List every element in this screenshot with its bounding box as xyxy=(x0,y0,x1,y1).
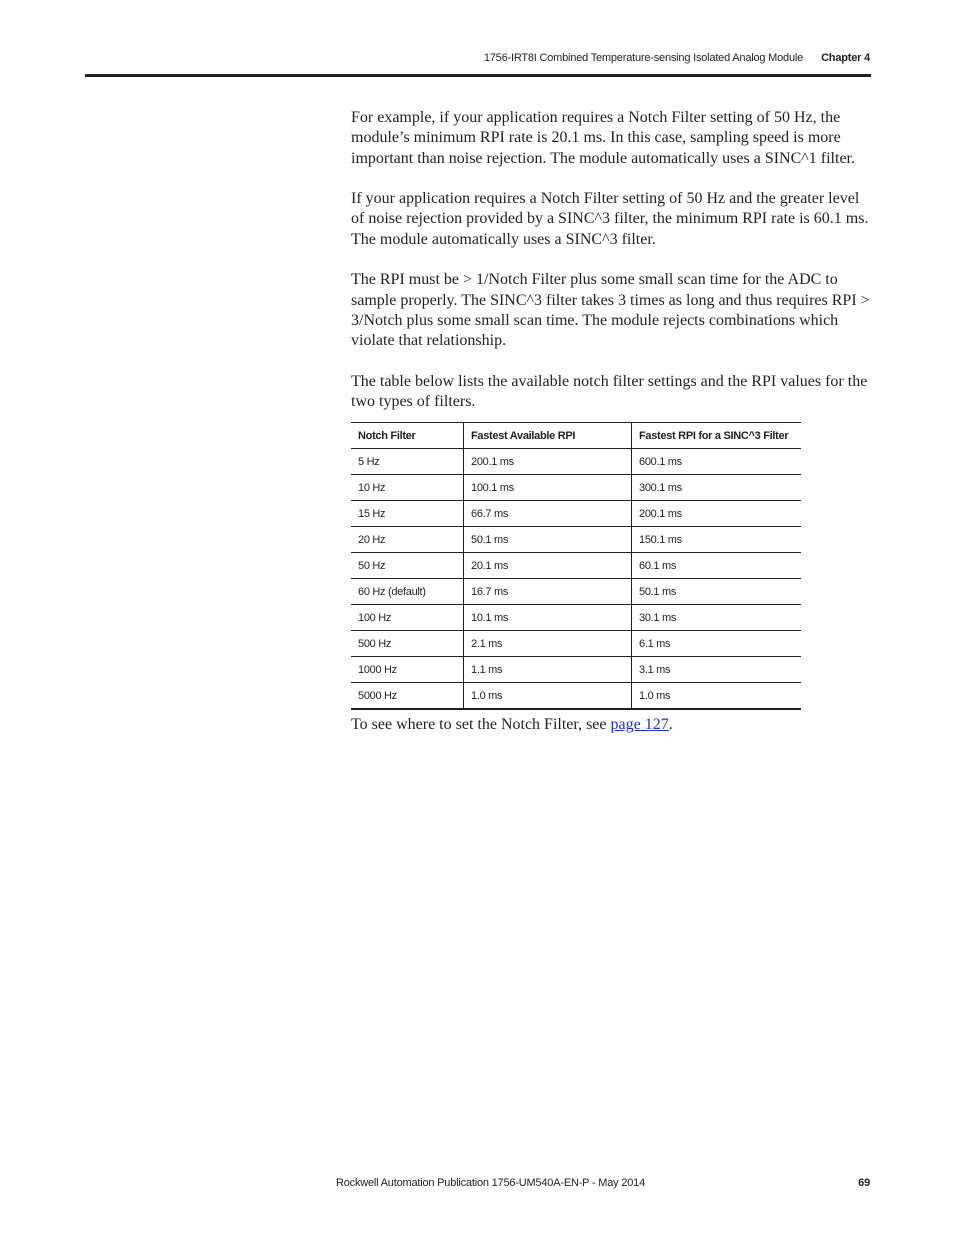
table-cell: 6.1 ms xyxy=(632,631,802,657)
table-cell: 100.1 ms xyxy=(464,475,632,501)
table-cell: 600.1 ms xyxy=(632,449,802,475)
table-row xyxy=(351,605,801,631)
table-row xyxy=(351,449,801,475)
table-cell: 200.1 ms xyxy=(632,501,802,527)
table-cell: 100 Hz xyxy=(351,605,464,631)
table-cell: 3.1 ms xyxy=(632,657,802,683)
table-cell: 5000 Hz xyxy=(351,683,464,710)
table-row xyxy=(351,683,801,710)
table-cell: 16.7 ms xyxy=(464,579,632,605)
table-cell: 5 Hz xyxy=(351,449,464,475)
table-cell: 66.7 ms xyxy=(464,501,632,527)
table-row xyxy=(351,553,801,579)
notch-filter-table xyxy=(351,422,801,710)
paragraph: The RPI must be > 1/Notch Filter plus some small scan time for the ADC to sample properly. The SINC^3 filter takes 3 times as long and thus requires RPI > 3/Notch plus some small scan time. The module rejects combinations which violate that relationship. xyxy=(351,271,870,350)
table-cell: 50.1 ms xyxy=(464,527,632,553)
column-header: Fastest Available RPI xyxy=(464,423,632,449)
closing-sentence xyxy=(351,716,673,734)
table-cell: 2.1 ms xyxy=(464,631,632,657)
table-cell: 50 Hz xyxy=(351,553,464,579)
table-cell: 50.1 ms xyxy=(632,579,802,605)
table-cell: 1000 Hz xyxy=(351,657,464,683)
table-cell: 300.1 ms xyxy=(632,475,802,501)
table-cell: 30.1 ms xyxy=(632,605,802,631)
paragraph: If your application requires a Notch Filter setting of 50 Hz and the greater level of noise rejection provided by a SINC^3 filter, the minimum RPI rate is 60.1 ms. The module automatically uses a SINC^3 filter. xyxy=(351,190,869,248)
table-cell: 1.1 ms xyxy=(464,657,632,683)
table-row xyxy=(351,475,801,501)
table-cell: 10 Hz xyxy=(351,475,464,501)
table-row xyxy=(351,501,801,527)
running-header xyxy=(484,52,870,64)
table-cell: 15 Hz xyxy=(351,501,464,527)
column-header: Notch Filter xyxy=(351,423,464,449)
chapter-label: Chapter 4 xyxy=(821,52,870,64)
page-127-link[interactable]: page 127 xyxy=(610,716,669,733)
body-text xyxy=(351,108,873,433)
header-title: 1756-IRT8I Combined Temperature-sensing Isolated Analog Module xyxy=(483,52,804,64)
table-row xyxy=(351,631,801,657)
table-row xyxy=(351,657,801,683)
table-cell: 200.1 ms xyxy=(464,449,632,475)
page-number: 69 xyxy=(858,1177,870,1189)
table-cell: 500 Hz xyxy=(351,631,464,657)
closing-suffix: . xyxy=(668,716,673,733)
table-cell: 60.1 ms xyxy=(632,553,802,579)
paragraph: For example, if your application requires a Notch Filter setting of 50 Hz, the module’s minimum RPI rate is 20.1 ms. In this case, sampling speed is more important than noise rejection. The module automatically uses a SINC^1 filter. xyxy=(351,109,855,167)
table-header-row xyxy=(351,423,801,449)
table-cell: 20 Hz xyxy=(351,527,464,553)
table-cell: 1.0 ms xyxy=(632,683,802,710)
table-row xyxy=(351,579,801,605)
table-cell: 1.0 ms xyxy=(464,683,632,710)
table-cell: 10.1 ms xyxy=(464,605,632,631)
column-header: Fastest RPI for a SINC^3 Filter xyxy=(632,423,802,449)
closing-prefix: To see where to set the Notch Filter, see xyxy=(351,716,611,733)
header-rule xyxy=(85,74,871,77)
paragraph: The table below lists the available notch filter settings and the RPI values for the two types of filters. xyxy=(351,372,868,411)
table-cell: 20.1 ms xyxy=(464,553,632,579)
table-row xyxy=(351,527,801,553)
table-cell: 60 Hz (default) xyxy=(351,579,464,605)
table-cell: 150.1 ms xyxy=(632,527,802,553)
publication-info: Rockwell Automation Publication 1756-UM540A-EN-P - May 2014 xyxy=(336,1177,645,1189)
